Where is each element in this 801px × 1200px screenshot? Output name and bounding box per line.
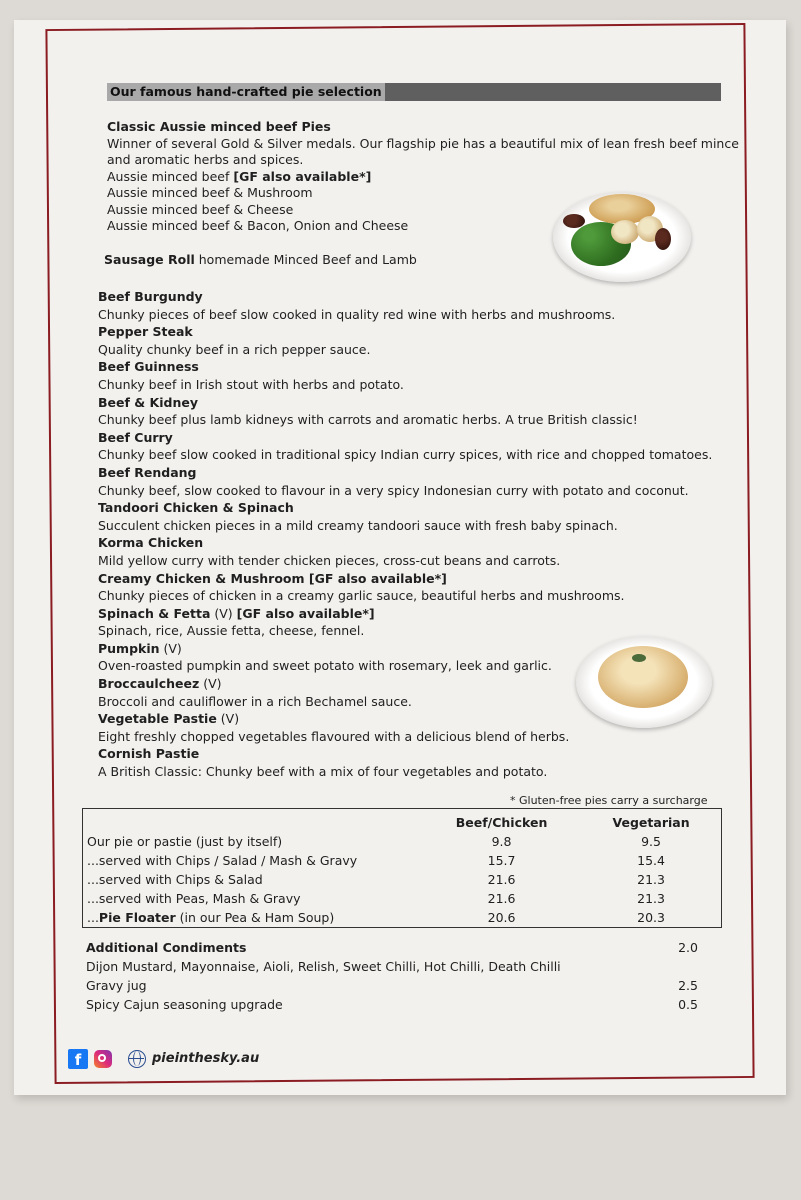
pie-item: Tandoori Chicken & Spinach Succulent chicken pieces in a mild creamy tandoori sauce with fresh baby spinach. bbox=[98, 500, 618, 533]
table-row: ...Pie Floater (in our Pea & Ham Soup) 20.6 20.3 bbox=[87, 910, 665, 925]
section-title-bar bbox=[107, 83, 721, 101]
classic-heading: Classic Aussie minced beef Pies bbox=[107, 119, 331, 134]
classic-item: Aussie minced beef & Bacon, Onion and Cheese bbox=[107, 218, 409, 233]
pie-item: Broccaulcheez (V) Broccoli and cauliflower in a rich Bechamel sauce. bbox=[98, 676, 412, 709]
classic-item: Aussie minced beef & Cheese bbox=[107, 201, 294, 217]
condiments-price: 2.0 bbox=[678, 940, 698, 955]
gravy-jug-row: Gravy jug 2.5 bbox=[86, 978, 698, 993]
sausage-roll-item: Sausage Roll homemade Minced Beef and Lamb bbox=[104, 252, 417, 267]
pie-item: Beef Rendang Chunky beef, slow cooked to flavour in a very spicy Indonesian curry with potato and coconut. bbox=[98, 464, 689, 498]
classic-item: Aussie minced beef [GF also available*] bbox=[107, 168, 372, 184]
pie-item: Vegetable Pastie (V) Eight freshly chopped vegetables flavoured with a delicious blend of herbs. bbox=[98, 711, 570, 744]
footer-social bbox=[68, 1048, 259, 1070]
table-row: ...served with Chips & Salad 21.6 21.3 bbox=[87, 872, 665, 887]
pie-item: Beef Burgundy Chunky pieces of beef slow cooked in quality red wine with herbs and mushrooms. bbox=[98, 289, 616, 322]
pie-item: Pepper Steak Quality chunky beef in a rich pepper sauce. bbox=[98, 324, 371, 357]
condiments-section bbox=[86, 938, 706, 1014]
instagram-icon[interactable] bbox=[94, 1050, 112, 1068]
globe-icon bbox=[128, 1050, 146, 1068]
website-link[interactable]: pieinthesky.au bbox=[152, 1050, 260, 1066]
pie-item: Beef Curry Chunky beef slow cooked in traditional spicy Indian curry spices, with rice and chopped tomatoes. bbox=[98, 429, 713, 463]
condiments-list: Dijon Mustard, Mayonnaise, Aioli, Relish, Sweet Chilli, Hot Chilli, Death Chilli bbox=[86, 959, 561, 974]
condiments-heading: Additional Condiments bbox=[86, 940, 247, 955]
table-row: ...served with Peas, Mash & Gravy 21.6 21.3 bbox=[87, 891, 665, 906]
facebook-icon[interactable]: f bbox=[68, 1049, 88, 1069]
gluten-free-note: * Gluten-free pies carry a surcharge bbox=[510, 794, 708, 807]
pie-item: Spinach & Fetta (V) [GF also available*] Spinach, rice, Aussie fetta, cheese, fennel. bbox=[98, 605, 375, 639]
condiments-heading-row bbox=[86, 938, 706, 957]
table-row: ...served with Chips / Salad / Mash & Gravy 15.7 15.4 bbox=[87, 853, 665, 868]
pie-item: Creamy Chicken & Mushroom [GF also available*] Chunky pieces of chicken in a creamy garlic sauce, beautiful herbs and mushrooms. bbox=[98, 570, 625, 604]
classic-item: Aussie minced beef & Mushroom bbox=[107, 185, 313, 200]
pie-item: Cornish Pastie A British Classic: Chunky beef with a mix of four vegetables and potato. bbox=[98, 746, 548, 780]
pie-item: Beef Guinness Chunky beef in Irish stout with herbs and potato. bbox=[98, 359, 404, 392]
pie-item: Pumpkin (V) Oven-roasted pumpkin and sweet potato with rosemary, leek and garlic. bbox=[98, 640, 552, 674]
table-header-blank bbox=[83, 809, 422, 833]
table-row: Our pie or pastie (just by itself) 9.8 9.5 bbox=[87, 834, 661, 849]
pie-item: Beef & Kidney Chunky beef plus lamb kidneys with carrots and aromatic herbs. A true British classic! bbox=[98, 394, 638, 428]
classic-desc-line-2: and aromatic herbs and spices. bbox=[107, 152, 304, 167]
classic-desc-line-1: Winner of several Gold & Silver medals. Our flagship pie has a beautiful mix of lean fresh beef mince bbox=[107, 135, 739, 151]
table-header-beef-chicken: Beef/Chicken bbox=[455, 815, 548, 830]
pie-item: Korma Chicken Mild yellow curry with tender chicken pieces, cross-cut beans and carrots. bbox=[98, 535, 561, 568]
price-table-header bbox=[83, 809, 722, 833]
table-header-vegetarian: Vegetarian bbox=[612, 815, 690, 830]
pumpkin-pie-photo bbox=[576, 636, 712, 728]
price-table bbox=[82, 808, 722, 928]
sausage-roll-block bbox=[104, 252, 417, 269]
cajun-row: Spicy Cajun seasoning upgrade 0.5 bbox=[86, 997, 698, 1012]
pie-plate-photo bbox=[553, 192, 691, 282]
section-title: Our famous hand-crafted pie selection bbox=[107, 83, 385, 101]
